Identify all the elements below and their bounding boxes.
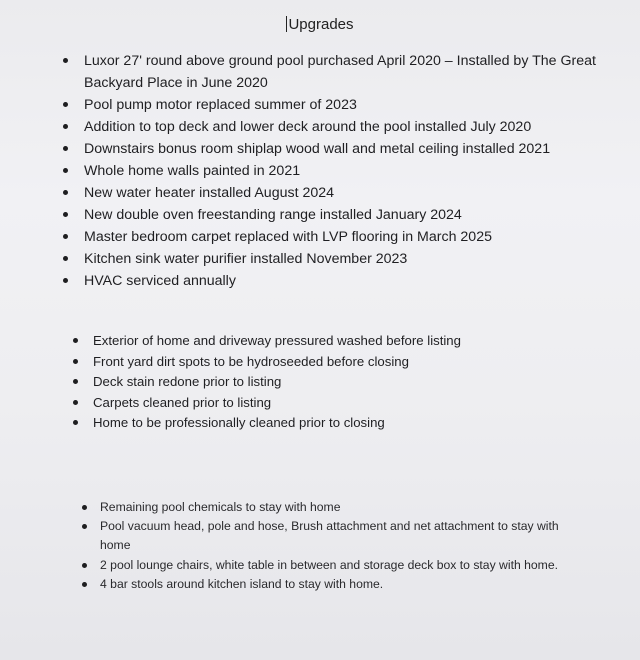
bullet-icon	[63, 146, 68, 151]
list-item: Exterior of home and driveway pressured washed before listing	[93, 331, 563, 352]
list-item: Home to be professionally cleaned prior to closing	[93, 413, 563, 434]
list-item: Pool pump motor replaced summer of 2023	[84, 94, 604, 116]
page-title	[0, 16, 640, 33]
list-item: Master bedroom carpet replaced with LVP flooring in March 2025	[84, 226, 604, 248]
bullet-icon	[63, 278, 68, 283]
title-text: Upgrades	[288, 16, 354, 33]
list-item: Deck stain redone prior to listing	[93, 372, 563, 393]
list-item: Pool vacuum head, pole and hose, Brush attachment and net attachment to stay with home	[100, 517, 590, 555]
bullet-icon	[63, 234, 68, 239]
upgrades-list	[84, 50, 604, 292]
bullet-icon	[82, 582, 87, 587]
bullet-icon	[73, 400, 78, 405]
list-item: New water heater installed August 2024	[84, 182, 604, 204]
list-item: Downstairs bonus room shiplap wood wall and metal ceiling installed 2021	[84, 138, 604, 160]
list-item: 4 bar stools around kitchen island to stay with home.	[100, 575, 590, 594]
list-item: Kitchen sink water purifier installed November 2023	[84, 248, 604, 270]
list-item: Addition to top deck and lower deck around the pool installed July 2020	[84, 116, 604, 138]
bullet-icon	[82, 505, 87, 510]
list-item: Remaining pool chemicals to stay with home	[100, 498, 590, 517]
bullet-icon	[63, 58, 68, 63]
bullet-icon	[63, 168, 68, 173]
bullet-icon	[63, 124, 68, 129]
bullet-icon	[73, 338, 78, 343]
included-items-list	[100, 498, 590, 594]
list-item: Carpets cleaned prior to listing	[93, 393, 563, 414]
bullet-icon	[63, 212, 68, 217]
bullet-icon	[63, 190, 68, 195]
list-item: Whole home walls painted in 2021	[84, 160, 604, 182]
bullet-icon	[73, 420, 78, 425]
bullet-icon	[82, 563, 87, 568]
bullet-icon	[73, 359, 78, 364]
prep-list	[93, 331, 563, 434]
bullet-icon	[82, 524, 87, 529]
list-item: Luxor 27' round above ground pool purchased April 2020 – Installed by The Great Backyard Place in June 2020	[84, 50, 604, 94]
list-item: Front yard dirt spots to be hydroseeded before closing	[93, 352, 563, 373]
list-item: 2 pool lounge chairs, white table in between and storage deck box to stay with home.	[100, 556, 590, 575]
bullet-icon	[63, 102, 68, 107]
list-item: HVAC serviced annually	[84, 270, 604, 292]
bullet-icon	[63, 256, 68, 261]
list-item: New double oven freestanding range installed January 2024	[84, 204, 604, 226]
bullet-icon	[73, 379, 78, 384]
